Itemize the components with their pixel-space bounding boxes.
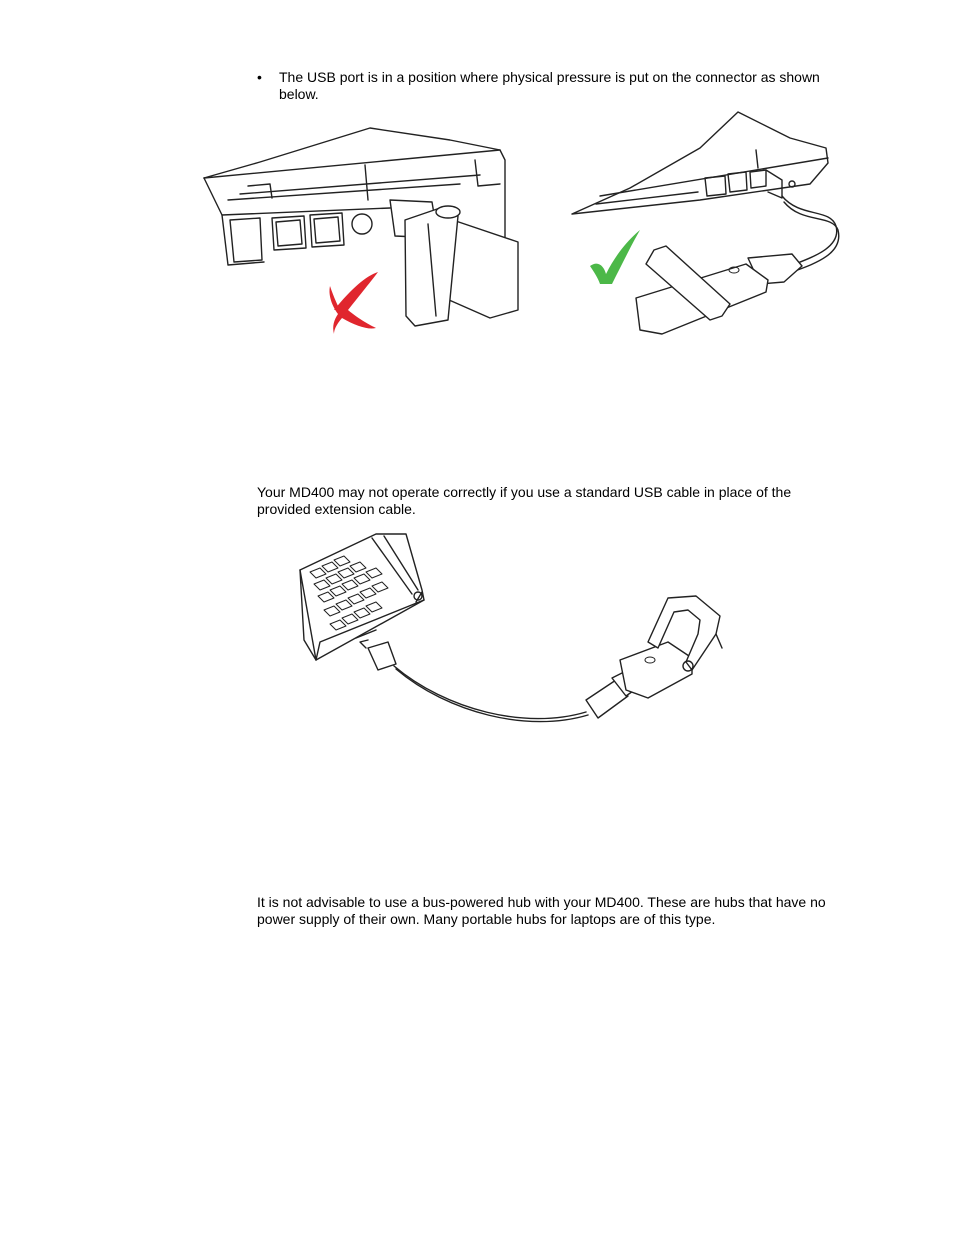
bullet-symbol: • [257,69,262,85]
paragraph-bus-powered-hub: It is not advisable to use a bus-powered hub with your MD400. These are hubs that have no power supply of their own. Many portable hubs for laptops are of this type. [257,894,826,927]
figure-laptop-direct-connection-wrong [200,120,530,345]
figure-laptop-extension-connection-correct [570,108,850,348]
paragraph-extension-cable: Your MD400 may not operate correctly if you use a standard USB cable in place of the provided extension cable. [257,484,792,517]
bullet-text: The USB port is in a position where physical pressure is put on the connector as shown below. [279,69,820,102]
green-check-icon [590,230,640,284]
red-x-icon [329,272,378,334]
figure-laptop-extension-cable [296,530,726,730]
